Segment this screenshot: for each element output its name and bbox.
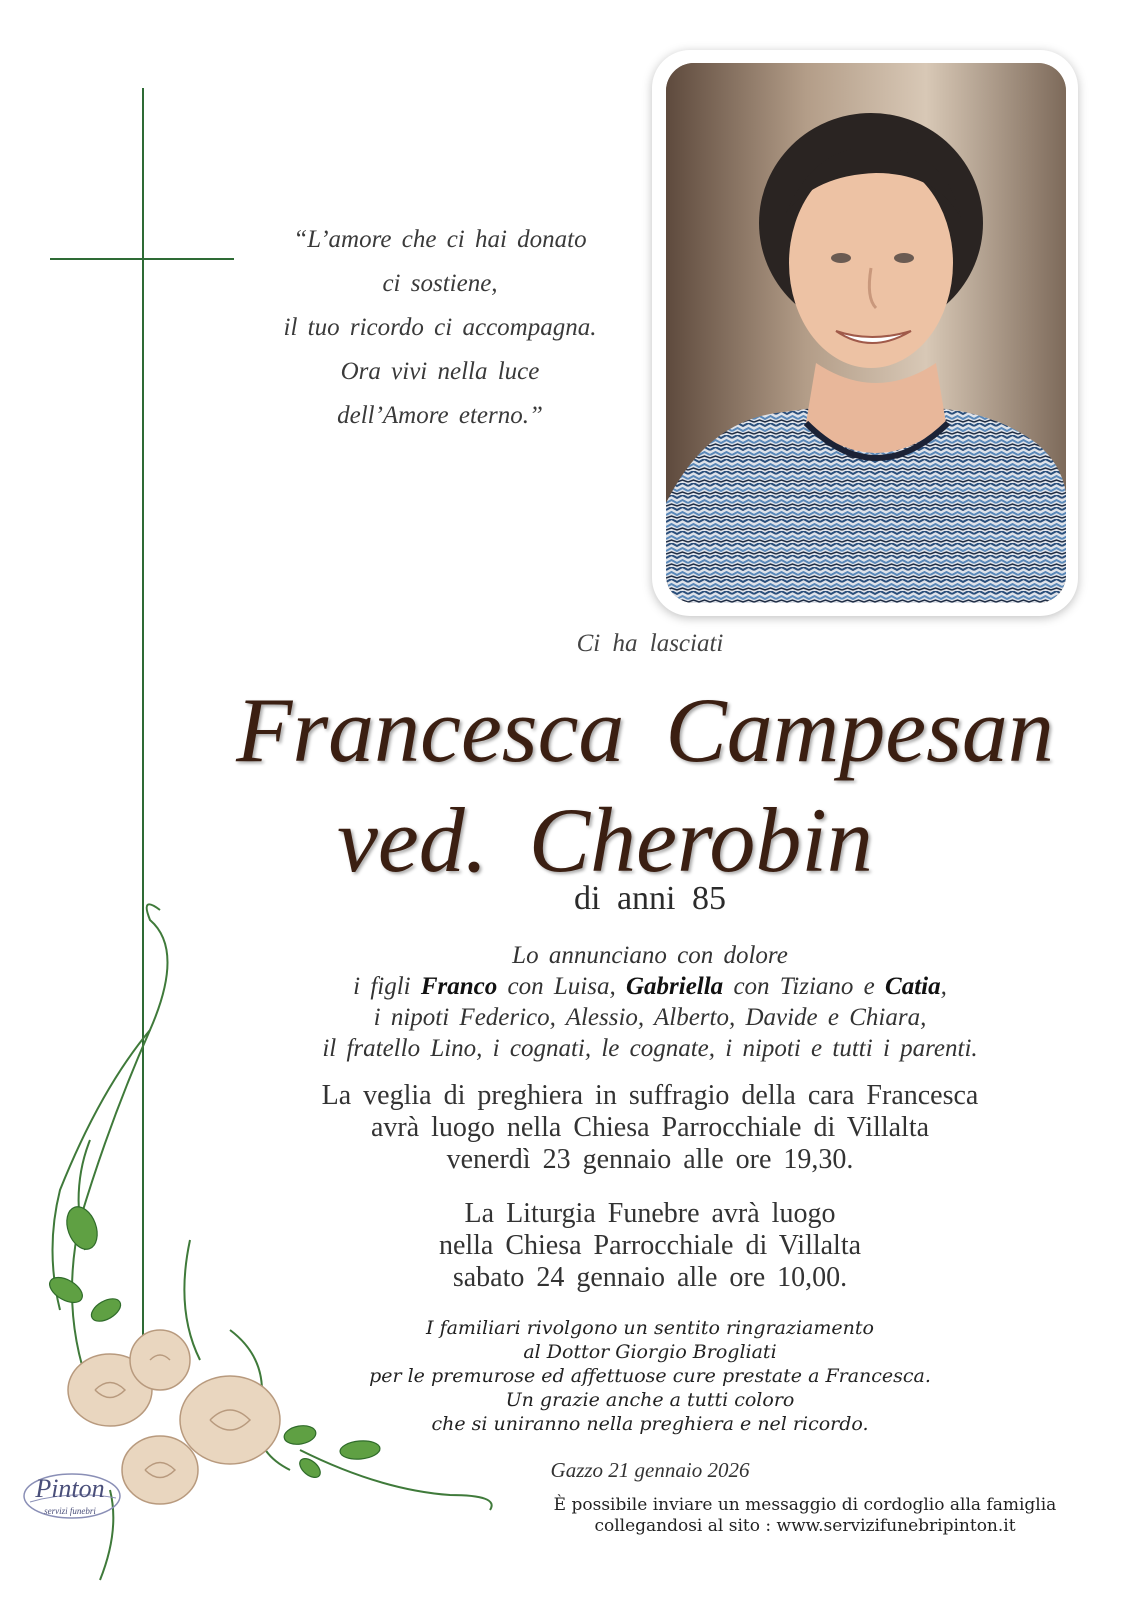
thanks-line: per le premurose ed affettuose cure prestate a Francesca. (369, 1365, 931, 1387)
quote-line: ci sostiene, (382, 270, 498, 297)
deceased-name: Francesca Campesan (236, 679, 1054, 781)
logo-subtitle: servizi funebri (44, 1506, 96, 1516)
deceased-married-name: ved. Cherobin (337, 789, 873, 891)
child-name: Catia (885, 973, 941, 1000)
funeral-line: nella Chiesa Parrocchiale di Villalta (438, 1230, 862, 1261)
footer-website-line[interactable]: collegandosi al sito : www.servizifunebripinton.it (594, 1516, 1016, 1536)
intro-text: Ci ha lasciati (576, 630, 724, 657)
cross-horizontal-bar (50, 258, 234, 260)
announcement-text: con Tiziano e (723, 973, 886, 1000)
announcement-line: il fratello Lino, i cognati, le cognate, i nipoti e tutti i parenti. (322, 1035, 978, 1062)
portrait-photo (666, 63, 1066, 603)
announcement-text: , (940, 973, 947, 1000)
quote-line: dell’Amore eterno.” (337, 402, 543, 429)
quote-line: Ora vivi nella luce (340, 358, 540, 385)
child-name: Franco (420, 973, 498, 1000)
deceased-age: di anni 85 (574, 880, 726, 917)
logo-name: Pinton (35, 1474, 105, 1503)
child-name: Gabriella (625, 973, 724, 1000)
place-date: Gazzo 21 gennaio 2026 (550, 1458, 750, 1482)
funeral-line: sabato 24 gennaio alle ore 10,00. (452, 1262, 848, 1293)
announcement-text: i figli (353, 973, 421, 1000)
quote-line: “L’amore che ci hai donato (293, 226, 587, 253)
condolence-footer (510, 1495, 1100, 1537)
announcement-text: con Luisa, (497, 973, 626, 1000)
footer-line: È possibile inviare un messaggio di cordoglio alla famiglia (553, 1495, 1057, 1515)
thanks-line: Un grazie anche a tutti coloro (505, 1389, 795, 1411)
quote-line: il tuo ricordo ci accompagna. (283, 314, 597, 341)
announcement-line: Lo annunciano con dolore (512, 942, 788, 969)
memorial-quote (230, 218, 650, 438)
announcement-line: i nipoti Federico, Alessio, Alberto, Davide e Chiara, (373, 1004, 927, 1031)
vigil-line: venerdì 23 gennaio alle ore 19,30. (446, 1144, 854, 1175)
vigil-line: La veglia di preghiera in suffragio della cara Francesca (321, 1080, 979, 1111)
thanks-line: che si uniranno nella preghiera e nel ricordo. (431, 1413, 869, 1435)
thanks-line: I familiari rivolgono un sentito ringraziamento (426, 1317, 874, 1339)
portrait-illustration (666, 63, 1066, 603)
vigil-line: avrà luogo nella Chiesa Parrocchiale di Villalta (370, 1112, 930, 1143)
thanks-line: al Dottor Giorgio Brogliati (523, 1341, 777, 1363)
funeral-line: La Liturgia Funebre avrà luogo (464, 1198, 836, 1229)
